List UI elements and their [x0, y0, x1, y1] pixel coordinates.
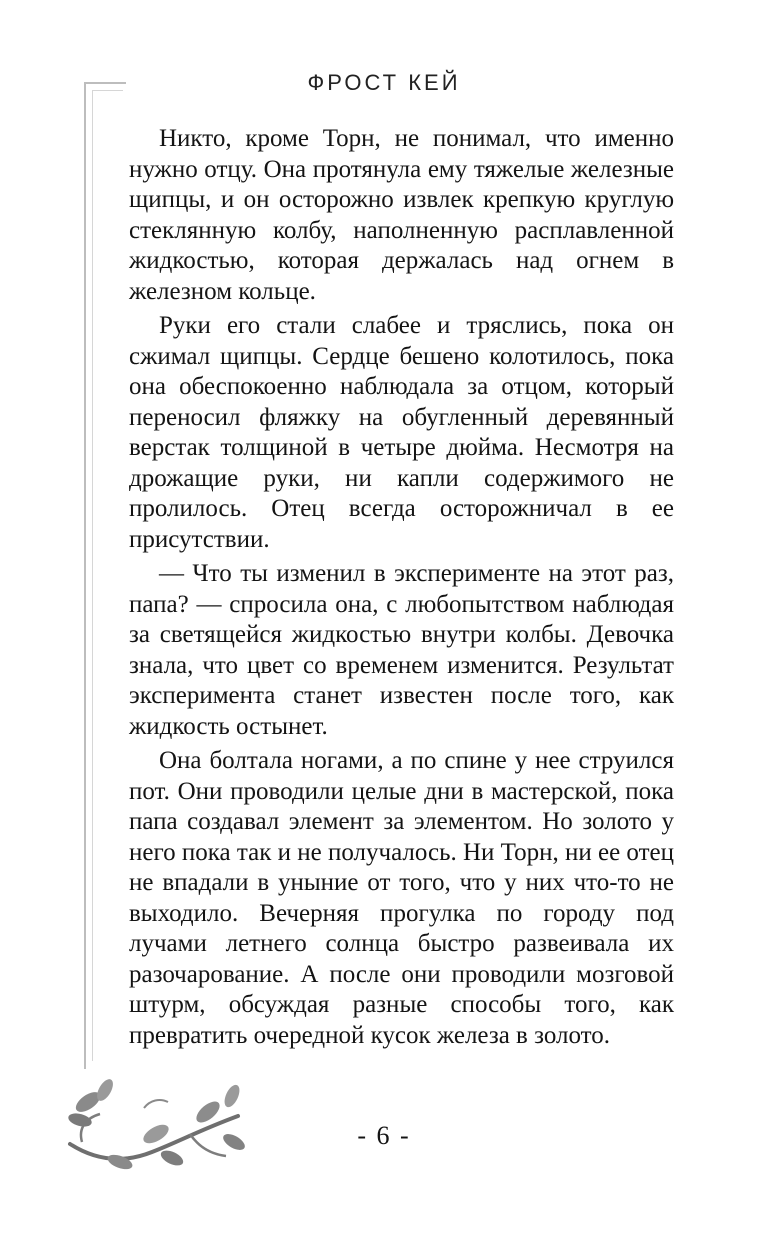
page-number: - 6 - [357, 1121, 411, 1150]
paragraph-4: Она болтала ногами, а по спине у нее струился пот. Они проводили целые дни в мастерской, пока папа создавал элемент за элементом. Но золото у него пока так и не получалось. Ни Торн, ни ее отец не впадали в уныние от того, что у них что-то не выходило. Вечерняя прогулка по городу под лучами летнего солнца быстро развеивала их разочарование. А после они проводили мозговой штурм, обсуждая разные способы того, как превратить очередной кусок железа в золото. [129, 747, 674, 1049]
running-head-title: ФРОСТ КЕЙ [307, 70, 461, 95]
page-frame-decoration [84, 82, 126, 1069]
body-text [129, 124, 674, 1055]
paragraph-1: Никто, кроме Торн, не понимал, что именно нужно отцу. Она протянула ему тяжелые железные щипцы, и он осторожно извлек крепкую круглую стеклянную колбу, наполненную расплавленной жидкостью, которая держалась над огнем в железном кольце. [129, 125, 674, 305]
paragraph-3: — Что ты изменил в эксперименте на этот раз, папа? — спросила она, с любопытством наблюдая за светящейся жидкостью внутри колбы. Девочка знала, что цвет со временем изменится. Результат эксперимента станет известен после того, как жидкость остынет. [129, 560, 674, 740]
paragraph-2: Руки его стали слабее и тряслись, пока он сжимал щипцы. Сердце бешено колотилось, пока она обеспокоенно наблюдала за отцом, который переносил фляжку на обугленный деревянный верстак толщиной в четыре дюйма. Несмотря на дрожащие руки, ни капли содержимого не пролилось. Отец всегда осторожничал в ее присутствии. [129, 312, 674, 553]
